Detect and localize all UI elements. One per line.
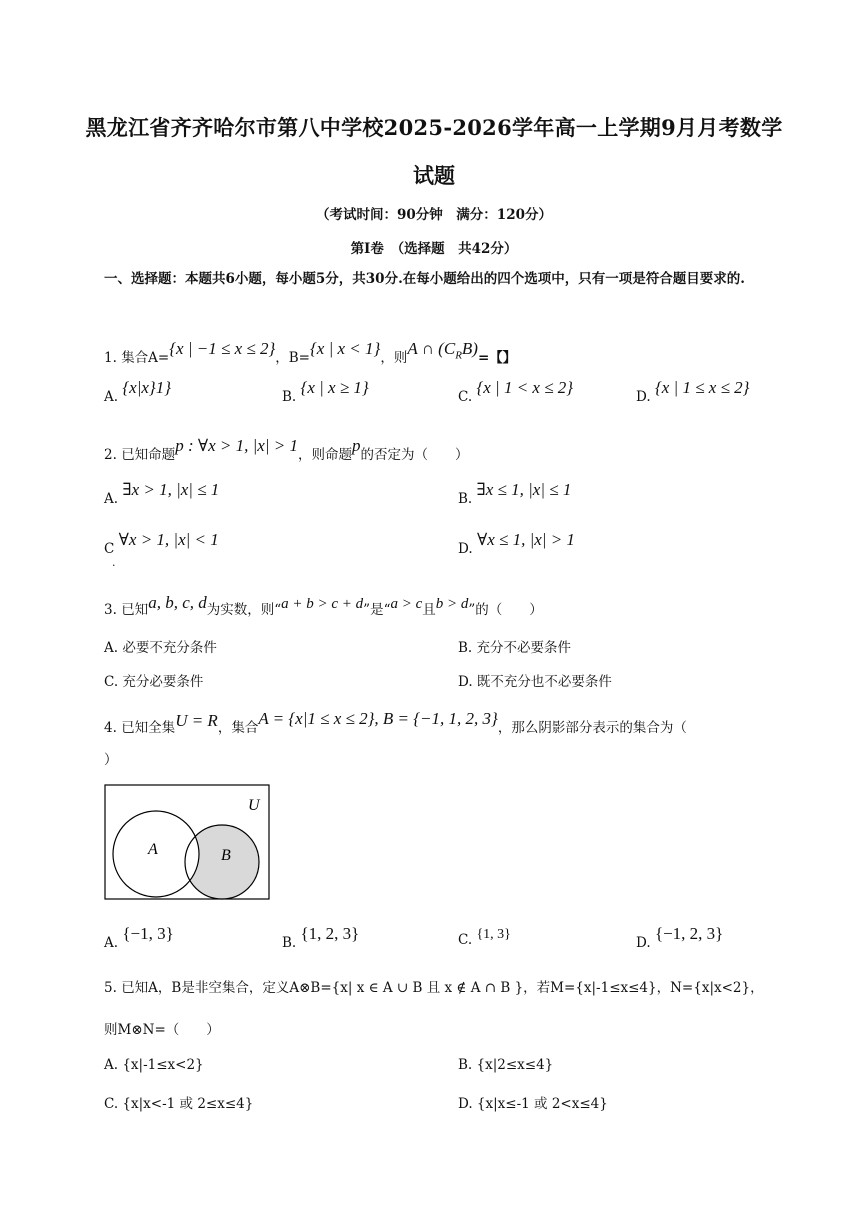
- venn-u-label: U: [248, 797, 260, 814]
- q4-text-1: 已知全集: [121, 720, 176, 736]
- question-1: [104, 339, 517, 369]
- question-2: [104, 436, 469, 464]
- q3-cond-1: a + b > c + d: [281, 596, 364, 612]
- q4-number: 4.: [104, 720, 117, 736]
- title-line-2: 试题: [413, 163, 455, 188]
- q1-option-a[interactable]: [104, 378, 172, 406]
- q5-option-c[interactable]: C. {x|x<-1 或 2≤x≤4}: [104, 1096, 254, 1112]
- q2-option-d[interactable]: [458, 530, 575, 558]
- q4-sets: A = {x|1 ≤ x ≤ 2}, B = {−1, 1, 2, 3}: [258, 709, 498, 728]
- q1-option-c-label: C.: [458, 389, 473, 405]
- q3-cond-3: b > d: [435, 596, 469, 612]
- q2-option-c[interactable]: [104, 530, 219, 558]
- q2-text-2: ，则命题: [298, 447, 352, 463]
- q2-option-d-text: ∀x ≤ 1, |x| > 1: [476, 530, 575, 549]
- q4-universal-set: U = R: [175, 711, 218, 730]
- q4-text-2: ，集合: [217, 720, 259, 736]
- q3-option-c[interactable]: C. 充分必要条件: [104, 674, 204, 690]
- q3-option-d[interactable]: D. 既不充分也不必要条件: [458, 674, 612, 690]
- q2-option-b-label: B.: [458, 491, 473, 507]
- q4-option-d-label: D.: [636, 935, 651, 951]
- q4-option-a-label: A.: [104, 935, 119, 951]
- q3-option-a[interactable]: A. 必要不充分条件: [104, 640, 217, 656]
- q2-option-b[interactable]: [458, 480, 572, 508]
- q3-text-3: ”是“: [363, 602, 391, 618]
- q1-option-d[interactable]: [636, 378, 750, 406]
- q2-option-c-label: C: [104, 541, 115, 557]
- q3-cond-2: a > c: [390, 596, 423, 612]
- question-3: [104, 593, 543, 619]
- q5-line-2: 则M⊗N=（ ）: [104, 1022, 220, 1038]
- q3-text-4: 且: [422, 602, 436, 618]
- q5-line-1: 已知A，B是非空集合，定义A⊗B={x| x ∈ A ∪ B 且 x ∉ A ∩ B }，若M={x|-1≤x≤4}，N={x|x<2}，: [121, 980, 764, 996]
- q1-expr: A ∩ (C: [407, 339, 456, 358]
- section-1-heading: 一、选择题：本题共6小题，每小题5分，共30分.在每小题给出的四个选项中，只有一项是符合题目要求的.: [104, 271, 745, 287]
- q2-option-a-text: ∃x > 1, |x| ≤ 1: [122, 480, 220, 499]
- q2-text-1: 已知命题: [121, 447, 176, 463]
- q1-option-d-label: D.: [636, 389, 651, 405]
- q1-text-1: 集合A=: [121, 350, 170, 366]
- q2-number: 2.: [104, 447, 117, 463]
- q4-option-b-label: B.: [282, 935, 297, 951]
- q4-option-d[interactable]: [636, 924, 724, 952]
- q1-option-b[interactable]: [282, 378, 369, 406]
- q3-number: 3.: [104, 602, 117, 618]
- q1-text-3: ，则: [380, 350, 408, 366]
- q2-option-b-text: ∃x ≤ 1, |x| ≤ 1: [476, 480, 572, 499]
- exam-info: （考试时间：90分钟 满分：120分）: [316, 207, 552, 223]
- q3-option-b[interactable]: B. 充分不必要条件: [458, 640, 572, 656]
- q4-option-b-text: {1, 2, 3}: [300, 924, 360, 943]
- q4-text-4: ）: [104, 752, 118, 768]
- q1-option-b-text: {x | x ≥ 1}: [300, 378, 369, 397]
- q3-vars: a, b, c, d: [148, 593, 207, 612]
- q1-option-c-text: {x | 1 < x ≤ 2}: [476, 378, 574, 397]
- q1-expr-sub: R: [455, 349, 462, 362]
- q1-option-c[interactable]: [458, 378, 574, 406]
- q5-option-d[interactable]: D. {x|x≤-1 或 2<x≤4}: [458, 1096, 608, 1112]
- volume-title: 第Ⅰ卷 （选择题 共42分）: [350, 241, 518, 257]
- q4-option-c[interactable]: [458, 927, 511, 949]
- q1-text-4: =【】: [477, 350, 517, 366]
- venn-a-label: A: [148, 841, 158, 858]
- q4-option-a-text: {−1, 3}: [122, 924, 174, 943]
- q1-text-2: ，B=: [275, 350, 310, 366]
- q2-text-3: 的否定为（ ）: [360, 447, 469, 463]
- q2-option-a-label: A.: [104, 491, 119, 507]
- q4-option-a[interactable]: [104, 924, 174, 952]
- q4-option-c-text: {1, 3}: [476, 927, 511, 942]
- q1-option-b-label: B.: [282, 389, 297, 405]
- q2-option-a[interactable]: [104, 480, 220, 508]
- venn-diagram: [104, 784, 270, 900]
- q1-option-a-text: {x|x}1}: [122, 378, 172, 397]
- q5-option-a[interactable]: A. {x|-1≤x<2}: [104, 1057, 204, 1073]
- q5-option-b[interactable]: B. {x|2≤x≤4}: [458, 1057, 554, 1073]
- title-line-1: 黑龙江省齐齐哈尔市第八中学校2025-2026学年高一上学期9月月考数学: [85, 115, 783, 140]
- q1-option-d-text: {x | 1 ≤ x ≤ 2}: [654, 378, 750, 397]
- q4-option-d-text: {−1, 2, 3}: [654, 924, 724, 943]
- q1-set-b: {x | x < 1}: [309, 339, 381, 358]
- q1-expr-2: B): [461, 339, 478, 358]
- q3-text-5: ”的（ ）: [468, 602, 543, 618]
- question-5: [104, 976, 764, 996]
- q4-option-b[interactable]: [282, 924, 360, 952]
- q2-proposition: p : ∀x > 1, |x| > 1: [175, 436, 298, 455]
- q2-p: p: [352, 436, 361, 455]
- venn-b-label: B: [221, 847, 231, 864]
- q3-text-1: 已知: [121, 602, 149, 618]
- q5-number: 5.: [104, 980, 117, 996]
- q2-option-c-dot: .: [112, 556, 116, 569]
- q1-set-a: {x | −1 ≤ x ≤ 2}: [169, 339, 276, 358]
- q2-option-c-text: ∀x > 1, |x| < 1: [118, 530, 219, 549]
- q2-option-d-label: D.: [458, 541, 473, 557]
- question-4: [104, 709, 687, 737]
- q4-option-c-label: C.: [458, 932, 473, 948]
- q1-option-a-label: A.: [104, 389, 119, 405]
- q4-text-3: ，那么阴影部分表示的集合为（: [497, 720, 687, 736]
- q1-number: 1.: [104, 350, 117, 366]
- q3-text-2: 为实数，则“: [206, 602, 282, 618]
